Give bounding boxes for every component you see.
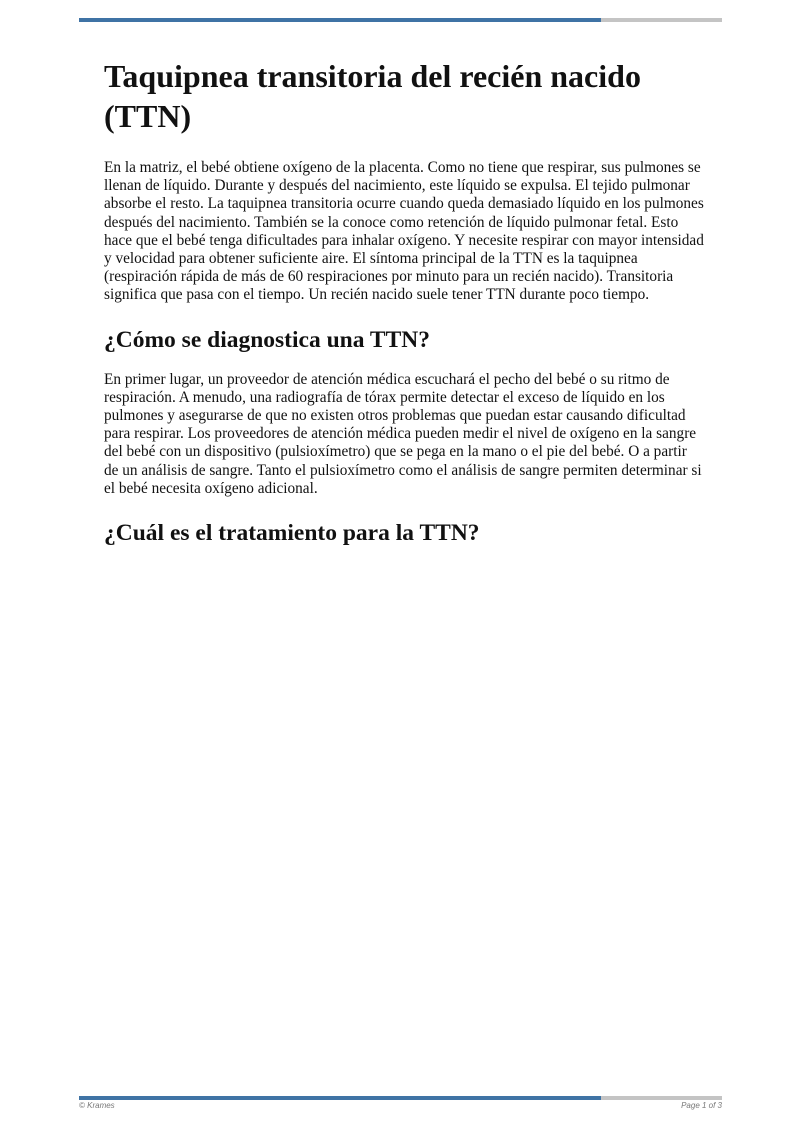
- page-indicator: Page 1 of 3: [681, 1101, 722, 1110]
- section-body-diagnosis: En primer lugar, un proveedor de atención médica escuchará el pecho del bebé o su ritmo de respiración. A menudo, una radiografía de tórax permite detectar el exceso de líquido en los pulmones y asegurarse de que no existen otros problemas que puedan estar causando dificultad para respirar. Los proveedores de atención médica pueden medir el nivel de oxígeno en la sangre del bebé con un dispositivo (pulsioxímetro) que se pega en la mano o el pie del bebé. O a partir de un análisis de sangre. Tanto el pulsioxímetro como el análisis de sangre permiten determinar si el bebé necesita oxígeno adicional.: [104, 370, 702, 497]
- bottom-rule-accent: [79, 1096, 601, 1100]
- intro-paragraph: En la matriz, el bebé obtiene oxígeno de la placenta. Como no tiene que respirar, sus pulmones se llenan de líquido. Durante y después del nacimiento, este líquido se expulsa. El tejido pulmonar absorbe el resto. La taquipnea transitoria ocurre cuando queda demasiado líquido en los pulmones después del nacimiento. También se la conoce como retención de líquido pulmonar fetal. Esto hace que el bebé tenga dificultades para inhalar oxígeno. Y necesite respirar con mayor intensidad y velocidad para obtener suficiente aire. El síntoma principal de la TTN es la taquipnea (respiración rápida de más de 60 respiraciones por minuto para un recién nacido). Transitoria significa que pasa con el tiempo. Un recién nacido suele tener TTN durante poco tiempo.: [104, 159, 704, 304]
- bottom-rule-gray: [601, 1096, 722, 1100]
- article: [104, 56, 704, 564]
- top-rule-accent: [79, 18, 601, 22]
- top-rule: [79, 18, 722, 22]
- section-heading-diagnosis: ¿Cómo se diagnostica una TTN?: [104, 326, 431, 353]
- copyright-text: © Krames: [79, 1101, 115, 1110]
- page-title: Taquipnea transitoria del recién nacido (TTN): [104, 58, 641, 134]
- bottom-rule: [79, 1096, 722, 1100]
- top-rule-gray: [601, 18, 722, 22]
- section-heading-treatment: ¿Cuál es el tratamiento para la TTN?: [104, 520, 480, 547]
